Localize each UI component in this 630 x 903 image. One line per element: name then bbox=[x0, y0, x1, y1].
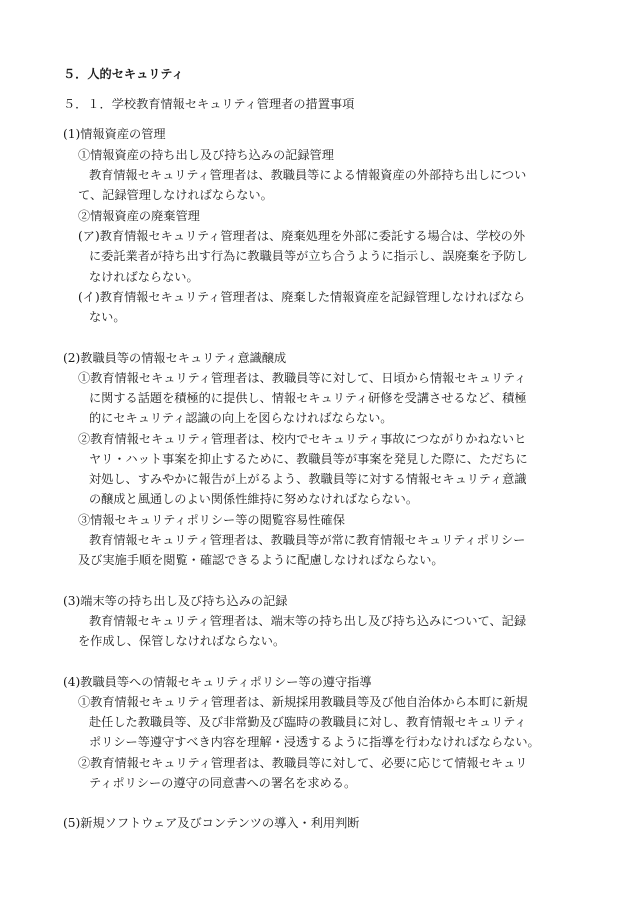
paragraph-line: (イ)教育情報セキュリティ管理者は、廃棄した情報資産を記録管理しなければなら bbox=[78, 290, 526, 304]
paragraph-line: ②教育情報セキュリティ管理者は、校内でセキュリティ事故につながりかねないヒ bbox=[78, 432, 527, 446]
paragraph-line: ティポリシーの遵守の同意書への署名を求める。 bbox=[89, 776, 357, 790]
section-2-item-3-title: ③情報セキュリティポリシー等の閲覧容易性確保 bbox=[78, 513, 345, 527]
section-heading: ５．人的セキュリティ bbox=[63, 67, 184, 81]
section-1-item-2-title: ②情報資産の廃棄管理 bbox=[78, 209, 200, 223]
paragraph-line: ①教育情報セキュリティ管理者は、教職員等に対して、日頃から情報セキュリティ bbox=[78, 371, 527, 385]
subsection-heading: ５．１．学校教育情報セキュリティ管理者の措置事項 bbox=[63, 97, 355, 111]
paragraph-line: 的にセキュリティ認識の向上を図らなければならない。 bbox=[89, 411, 393, 425]
paragraph-line: に関する話題を積極的に提供し、情報セキュリティ研修を受講させるなど、積極 bbox=[89, 391, 527, 405]
paragraph-line: ①教育情報セキュリティ管理者は、新規採用教職員等及び他自治体から本町に新規 bbox=[78, 695, 528, 709]
paragraph-line: なければならない。 bbox=[89, 270, 199, 284]
section-3-title: (3)端末等の持ち出し及び持ち込みの記録 bbox=[63, 594, 288, 608]
section-1-title: (1)情報資産の管理 bbox=[63, 127, 166, 141]
paragraph-line: て、記録管理しなければならない。 bbox=[78, 188, 273, 202]
paragraph-line: を作成し、保管しなければならない。 bbox=[78, 634, 286, 648]
paragraph-line: の醸成と風通しのよい関係性維持に努めなければならない。 bbox=[89, 492, 419, 506]
paragraph-line: 教育情報セキュリティ管理者は、端末等の持ち出し及び持ち込みについて、記録 bbox=[89, 614, 527, 628]
paragraph-line: 教育情報セキュリティ管理者は、教職員等が常に教育情報セキュリティポリシー bbox=[89, 533, 526, 547]
paragraph-line: 対処し、すみやかに報告が上がるよう、教職員等に対する情報セキュリティ意識 bbox=[89, 472, 527, 486]
paragraph-line: ②教育情報セキュリティ管理者は、教職員等に対して、必要に応じて情報セキュリ bbox=[78, 756, 528, 770]
paragraph-line: に委託業者が持ち出す行為に教職員等が立ち合うように指示し、誤廃棄を予防し bbox=[89, 249, 528, 263]
paragraph-line: 赴任した教職員等、及び非常勤及び臨時の教職員に対し、教育情報セキュリティ bbox=[89, 715, 527, 729]
paragraph-line: ポリシー等遵守すべき内容を理解・浸透するように指導を行わなければならない。 bbox=[89, 735, 540, 749]
section-1-item-1-title: ①情報資産の持ち出し及び持ち込みの記録管理 bbox=[78, 148, 334, 162]
section-2-title: (2)教職員等の情報セキュリティ意識醸成 bbox=[63, 351, 287, 365]
paragraph-line: 教育情報セキュリティ管理者は、教職員等による情報資産の外部持ち出しについ bbox=[89, 168, 527, 182]
paragraph-line: ヤリ・ハット事案を抑止するために、教職員等が事案を発見した際に、ただちに bbox=[89, 452, 528, 466]
section-4-title: (4)教職員等への情報セキュリティポリシー等の遵守指導 bbox=[63, 675, 372, 689]
section-5-title: (5)新規ソフトウェア及びコンテンツの導入・利用判断 bbox=[63, 816, 360, 830]
paragraph-line: 及び実施手順を閲覧・確認できるように配慮しなければならない。 bbox=[78, 553, 444, 567]
paragraph-line: ない。 bbox=[89, 310, 126, 324]
paragraph-line: (ア)教育情報セキュリティ管理者は、廃棄処理を外部に委託する場合は、学校の外 bbox=[78, 229, 526, 243]
